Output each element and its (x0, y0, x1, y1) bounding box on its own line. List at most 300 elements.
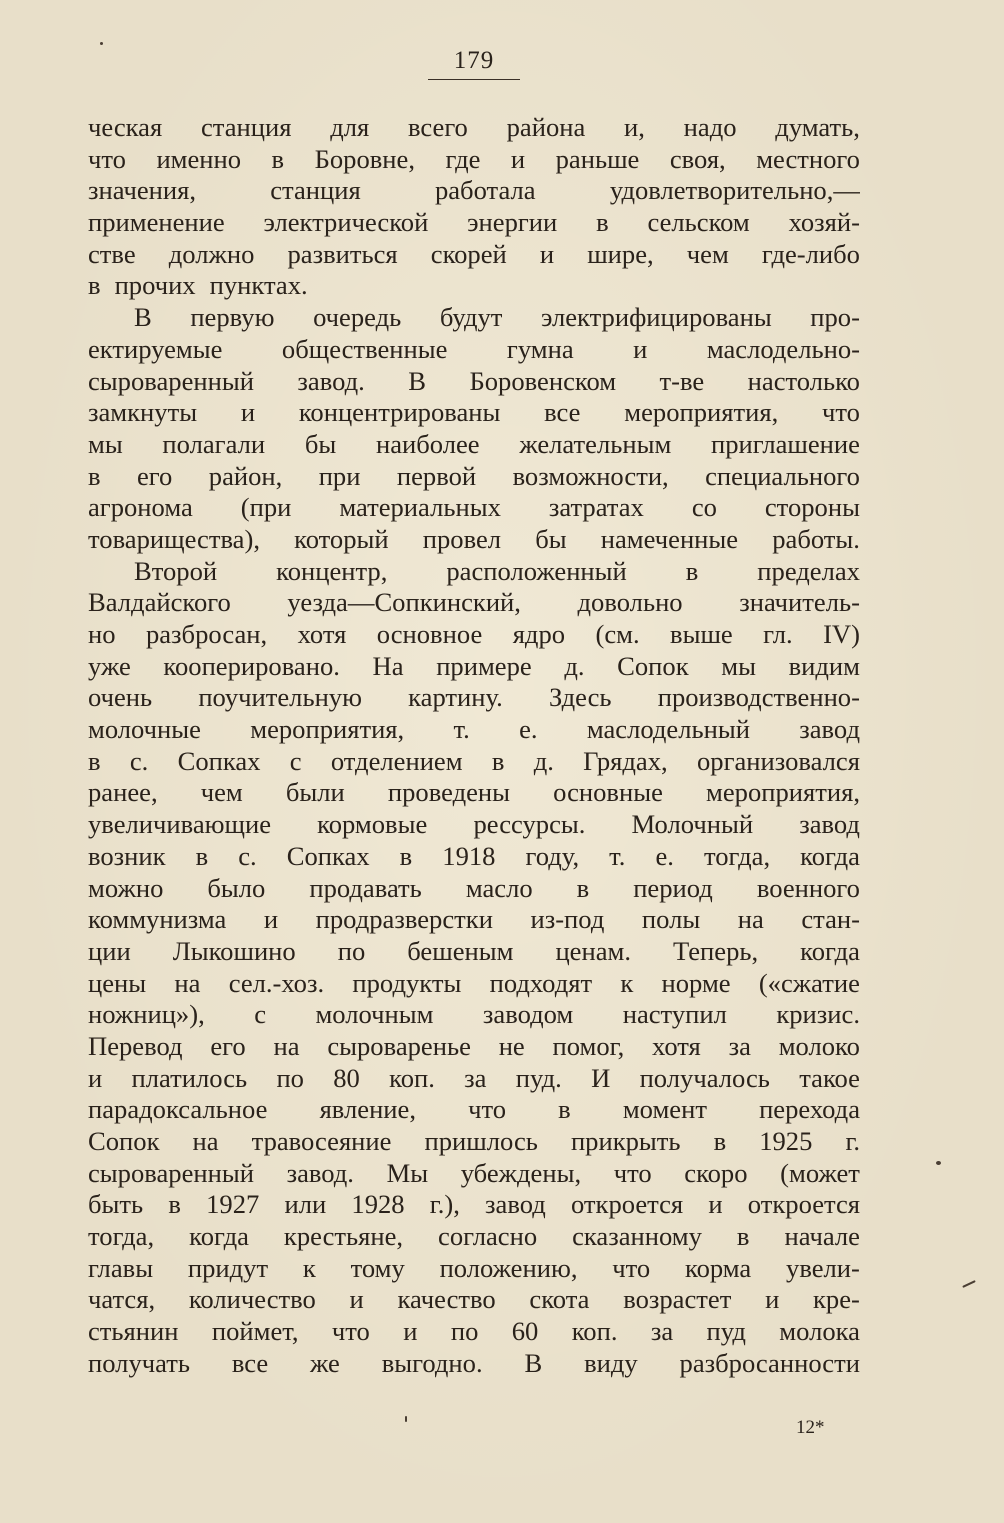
word: в (713, 1126, 727, 1156)
page-number: 179 (453, 47, 495, 74)
text-line (88, 175, 860, 207)
word: молочным (315, 999, 434, 1030)
word: крестьяне, (283, 1221, 404, 1252)
word: кооперировано. (163, 650, 340, 681)
word: и (765, 1284, 780, 1315)
text-line (88, 1221, 860, 1253)
text-line (88, 746, 860, 778)
word: кризис. (776, 999, 860, 1030)
text-line (88, 873, 860, 905)
word: в (491, 745, 505, 776)
word: в (558, 1094, 571, 1125)
word: с (254, 999, 267, 1030)
word: или (284, 1189, 327, 1220)
text-line (88, 809, 860, 841)
word: довольно (577, 587, 683, 618)
word: продразверстки (315, 904, 493, 935)
word: гл. (763, 619, 793, 649)
word: очередь (313, 302, 402, 333)
word: 80 (333, 1062, 360, 1093)
word: 1927 (206, 1189, 260, 1220)
word: на (192, 1126, 219, 1156)
word: сыроваренный (88, 365, 254, 396)
word: и (633, 333, 648, 364)
word: мы (721, 650, 756, 681)
word: думать, (775, 112, 860, 142)
word: получать (88, 1347, 190, 1378)
word: общественные (281, 333, 448, 364)
word: работы. (772, 523, 860, 554)
word: 1928 (351, 1189, 405, 1220)
word: при (318, 460, 361, 491)
paper-speck (936, 1161, 941, 1165)
word: убеждены, (460, 1157, 582, 1188)
word: увели- (786, 1252, 860, 1283)
word: концентрированы (298, 397, 501, 428)
word: можно (88, 872, 164, 903)
word: и (510, 143, 526, 174)
word: и (708, 1189, 723, 1220)
word: парадоксальное (88, 1094, 268, 1125)
text-line (88, 1348, 860, 1380)
word: травосеяние (251, 1126, 392, 1156)
word: Боровне, (314, 143, 415, 174)
word: наступил (622, 999, 727, 1030)
word: не (498, 1030, 525, 1061)
word: и (539, 238, 555, 269)
word: в (596, 207, 609, 238)
word: полы (641, 904, 701, 935)
word: все (231, 1347, 269, 1378)
word: полагали (162, 428, 266, 459)
word: качество (397, 1284, 496, 1315)
text-line (88, 1158, 860, 1190)
word: но (88, 619, 116, 649)
word: из-под (530, 904, 605, 935)
word: мероприятия, (624, 397, 779, 428)
word: по (337, 935, 366, 966)
word: его (136, 460, 173, 491)
word: ектируемые (88, 333, 223, 364)
word: уже (88, 650, 131, 681)
text-line (88, 1031, 860, 1063)
word: выгодно. (381, 1347, 483, 1378)
word: агронома (88, 492, 193, 523)
word: его (210, 1030, 246, 1061)
word: товарищества), (88, 523, 260, 554)
word: применение (88, 207, 225, 238)
signature-mark: 12* (796, 1417, 825, 1438)
word: материальных (339, 492, 501, 523)
text-line (88, 1189, 860, 1221)
word: мы (88, 428, 123, 459)
word: и (240, 397, 256, 428)
text-line (88, 619, 860, 651)
word: раньше (555, 143, 640, 174)
text-line (88, 144, 860, 176)
word: т-ве (659, 365, 705, 396)
word: На (372, 650, 404, 681)
word: маслодельно- (706, 333, 860, 364)
word: В (408, 365, 427, 396)
word: электрической (263, 207, 429, 238)
word: виду (584, 1347, 638, 1378)
word: в (168, 1189, 181, 1220)
word: и (88, 1062, 103, 1093)
text-line (88, 999, 860, 1031)
word: мероприятия, (706, 777, 860, 808)
word: с. (129, 745, 149, 776)
word: кормовые (317, 809, 428, 840)
text-line (88, 587, 860, 619)
word: рессурсы. (473, 809, 586, 840)
word: стан- (801, 904, 860, 935)
word: приглашение (711, 428, 860, 459)
word: производственно- (657, 682, 860, 713)
word: ранее, (88, 777, 158, 808)
word: г.), (429, 1189, 460, 1220)
word: станция (200, 112, 292, 142)
text-line (88, 461, 860, 493)
text-line (88, 1316, 860, 1348)
text-line (88, 1284, 860, 1316)
word: откроется (570, 1189, 684, 1220)
word: коп. (389, 1062, 435, 1093)
text-line (88, 1126, 860, 1158)
word: т. (453, 714, 470, 745)
word: первой (396, 460, 477, 491)
word: Здесь (548, 682, 612, 713)
word: завод. (286, 1157, 354, 1188)
word: завод (485, 1189, 546, 1220)
word: масло (465, 872, 533, 903)
text-line (88, 302, 860, 334)
word: пунктах. (209, 270, 308, 301)
word: наиболее (375, 428, 480, 459)
word: (см. (595, 619, 640, 649)
paper-speck (962, 1280, 976, 1288)
word: прочих (114, 270, 196, 301)
word: что (88, 143, 126, 174)
word: году, (525, 840, 580, 871)
word: ножниц»), (88, 999, 205, 1030)
text-line (88, 207, 860, 239)
word: именно (156, 143, 242, 174)
word: (при (240, 492, 292, 523)
word: было (207, 872, 266, 903)
word: Валдайского (88, 587, 231, 618)
word: проведены (387, 777, 511, 808)
word: в (685, 555, 699, 586)
word: кре- (813, 1284, 860, 1315)
word: И (591, 1062, 611, 1093)
word: уезда—Сопкинский, (287, 587, 521, 618)
word: картину. (408, 682, 503, 713)
word: количество (188, 1284, 316, 1315)
word: завод (799, 714, 860, 745)
word: все (544, 397, 581, 428)
word: возможности, (512, 460, 669, 491)
word: коммунизма (88, 904, 227, 935)
word: завод (799, 809, 860, 840)
word: с. (238, 840, 257, 871)
word: момент (622, 1094, 707, 1125)
word: т. (609, 840, 626, 871)
word: тогда, (88, 1221, 155, 1252)
text-line (88, 239, 860, 271)
word: 1925 (759, 1126, 813, 1156)
text-line (88, 334, 860, 366)
text-line (88, 936, 860, 968)
word: придут (187, 1252, 269, 1283)
text-line (88, 112, 860, 144)
text-line (88, 904, 860, 936)
word: маслодельный (586, 714, 750, 745)
word: когда (189, 1221, 249, 1252)
word: период (633, 872, 713, 903)
word: который (294, 523, 389, 554)
word: Грядах, (583, 745, 668, 776)
word: где (445, 143, 481, 174)
word: главы (88, 1252, 154, 1283)
word: были (285, 777, 345, 808)
word: бешеным (407, 935, 514, 966)
word: продавать (309, 872, 422, 903)
word: в (195, 840, 209, 871)
text-line (88, 1094, 860, 1126)
word: к (302, 1252, 316, 1283)
text-line (88, 397, 860, 429)
word: провел (422, 523, 502, 554)
page-number-rule (428, 79, 520, 80)
word: е. (655, 840, 674, 871)
word: за (728, 1030, 751, 1061)
word: помог, (552, 1030, 625, 1061)
word: норме (661, 967, 731, 998)
text-line (88, 651, 860, 683)
word: скоро (684, 1157, 748, 1188)
word: ции (88, 935, 131, 966)
word: тому (350, 1252, 405, 1283)
word: на (174, 967, 201, 998)
word: (может (780, 1157, 860, 1188)
word: расположенный (446, 555, 627, 586)
word: В (524, 1347, 543, 1378)
word: основные (553, 777, 663, 808)
word: возник (88, 840, 166, 871)
word: Сопок (88, 1126, 160, 1156)
word: в (88, 460, 101, 491)
word: молоко (778, 1030, 860, 1061)
word: отделением (330, 745, 463, 776)
word: значитель- (739, 587, 860, 618)
word: увеличивающие (88, 809, 272, 840)
word: замкнуты (88, 397, 198, 428)
word: и, (624, 112, 645, 142)
text-line (88, 1063, 860, 1095)
word: разбросанности (679, 1347, 860, 1378)
word: бы (535, 523, 567, 554)
word: и (349, 1284, 364, 1315)
word: видим (788, 650, 860, 681)
word: своя, (669, 143, 726, 174)
word: про- (810, 302, 860, 333)
word: к (620, 967, 634, 998)
word: перехода (759, 1094, 860, 1125)
word: и (403, 1316, 418, 1347)
word: за (464, 1062, 487, 1093)
word: получалось (639, 1062, 770, 1093)
word: положению, (439, 1252, 578, 1283)
paper-speck (100, 42, 103, 45)
word: явление, (319, 1094, 416, 1125)
word: будут (439, 302, 503, 333)
word: шире, (587, 238, 654, 269)
word: Перевод (88, 1030, 183, 1061)
text-line (88, 524, 860, 556)
word: корма (685, 1252, 752, 1283)
word: что (612, 1252, 651, 1283)
word: тогда, (703, 840, 771, 871)
word: район, (208, 460, 283, 491)
text-line (88, 270, 860, 302)
word: откроется (747, 1189, 860, 1220)
word: удовлетворительно,— (609, 175, 860, 206)
word: поучительную (198, 682, 362, 713)
text-line (88, 714, 860, 746)
word: поймет, (211, 1316, 299, 1347)
text-line (88, 777, 860, 809)
word: что (821, 397, 860, 428)
word: согласно (438, 1221, 538, 1252)
word: и (263, 904, 279, 935)
word: за (650, 1316, 674, 1347)
word: ядро (512, 619, 566, 649)
word: скота (529, 1284, 590, 1315)
word: мероприятия, (250, 714, 405, 745)
word: когда (800, 840, 860, 871)
text-line (88, 968, 860, 1000)
word: IV) (823, 619, 860, 649)
word: сыроваренье (327, 1030, 471, 1061)
word: желательным (519, 428, 672, 459)
word: на (737, 904, 764, 935)
word: выше (670, 619, 733, 649)
word: стороны (764, 492, 860, 523)
word: организовался (696, 745, 860, 776)
word: гумна (506, 333, 574, 364)
word: Молочный (631, 809, 754, 840)
word: военного (756, 872, 860, 903)
word: скорей (430, 238, 507, 269)
word: быть (88, 1189, 144, 1220)
word: начале (784, 1221, 860, 1252)
word: на (273, 1030, 300, 1061)
word: г. (845, 1126, 860, 1156)
word: затратах (548, 492, 644, 523)
word: стьянин (88, 1316, 179, 1347)
word: с (289, 745, 302, 776)
word: в (576, 872, 590, 903)
word: цены (88, 967, 147, 998)
word: концентр, (276, 555, 388, 586)
word: для (330, 112, 370, 142)
word: по (450, 1316, 479, 1347)
word: местного (756, 143, 860, 174)
word: работала (434, 175, 536, 206)
word: Сопках (177, 745, 261, 776)
word: что (468, 1094, 507, 1125)
word: стве (88, 238, 136, 269)
word: завод. (297, 365, 365, 396)
word: станция (270, 175, 361, 206)
word: Лыкошино (172, 935, 296, 966)
word: хозяй- (788, 207, 860, 238)
word: пределах (757, 555, 860, 586)
word: Второй (134, 555, 218, 586)
word: всего (407, 112, 468, 142)
word: чем (686, 238, 729, 269)
word: возрастет (623, 1284, 732, 1315)
word: Боровенском (469, 365, 617, 396)
word: Мы (386, 1157, 429, 1188)
word: ческая (88, 112, 163, 142)
word: где-либо (761, 238, 860, 269)
word: специального (705, 460, 860, 491)
word: сказанному (572, 1221, 702, 1252)
word: В (134, 302, 152, 333)
word: что (331, 1316, 370, 1347)
word: 60 (511, 1316, 539, 1347)
word: в (736, 1221, 750, 1252)
word: в (88, 745, 101, 776)
word: же (310, 1347, 340, 1378)
word: хотя (297, 619, 347, 649)
word: надо (683, 112, 737, 142)
text-line (88, 366, 860, 398)
word: примере (436, 650, 532, 681)
paper-speck (405, 1416, 407, 1422)
word: по (276, 1062, 304, 1093)
text-line (88, 841, 860, 873)
word: прикрыть (570, 1126, 681, 1156)
word: бы (304, 428, 337, 459)
word: что (613, 1157, 652, 1188)
word: 1918 (442, 840, 496, 871)
word: хотя (652, 1030, 701, 1061)
word: ценам. (555, 935, 632, 966)
word: в (88, 270, 101, 301)
word: намеченные (600, 523, 739, 554)
word: е. (519, 714, 538, 745)
word: Сопках (286, 840, 370, 871)
word: района (506, 112, 586, 142)
text-line (88, 429, 860, 461)
word: подходят (489, 967, 593, 998)
word: со (691, 492, 717, 523)
word: в (271, 143, 285, 174)
word: очень (88, 682, 153, 713)
word: сельском (647, 207, 750, 238)
word: в (399, 840, 413, 871)
word: чем (200, 777, 243, 808)
word: заводом (482, 999, 574, 1030)
word: молока (779, 1316, 860, 1347)
word: сыроваренный (88, 1157, 254, 1188)
word: д. (564, 650, 585, 681)
word: молочные (88, 714, 201, 745)
text-line (88, 492, 860, 524)
